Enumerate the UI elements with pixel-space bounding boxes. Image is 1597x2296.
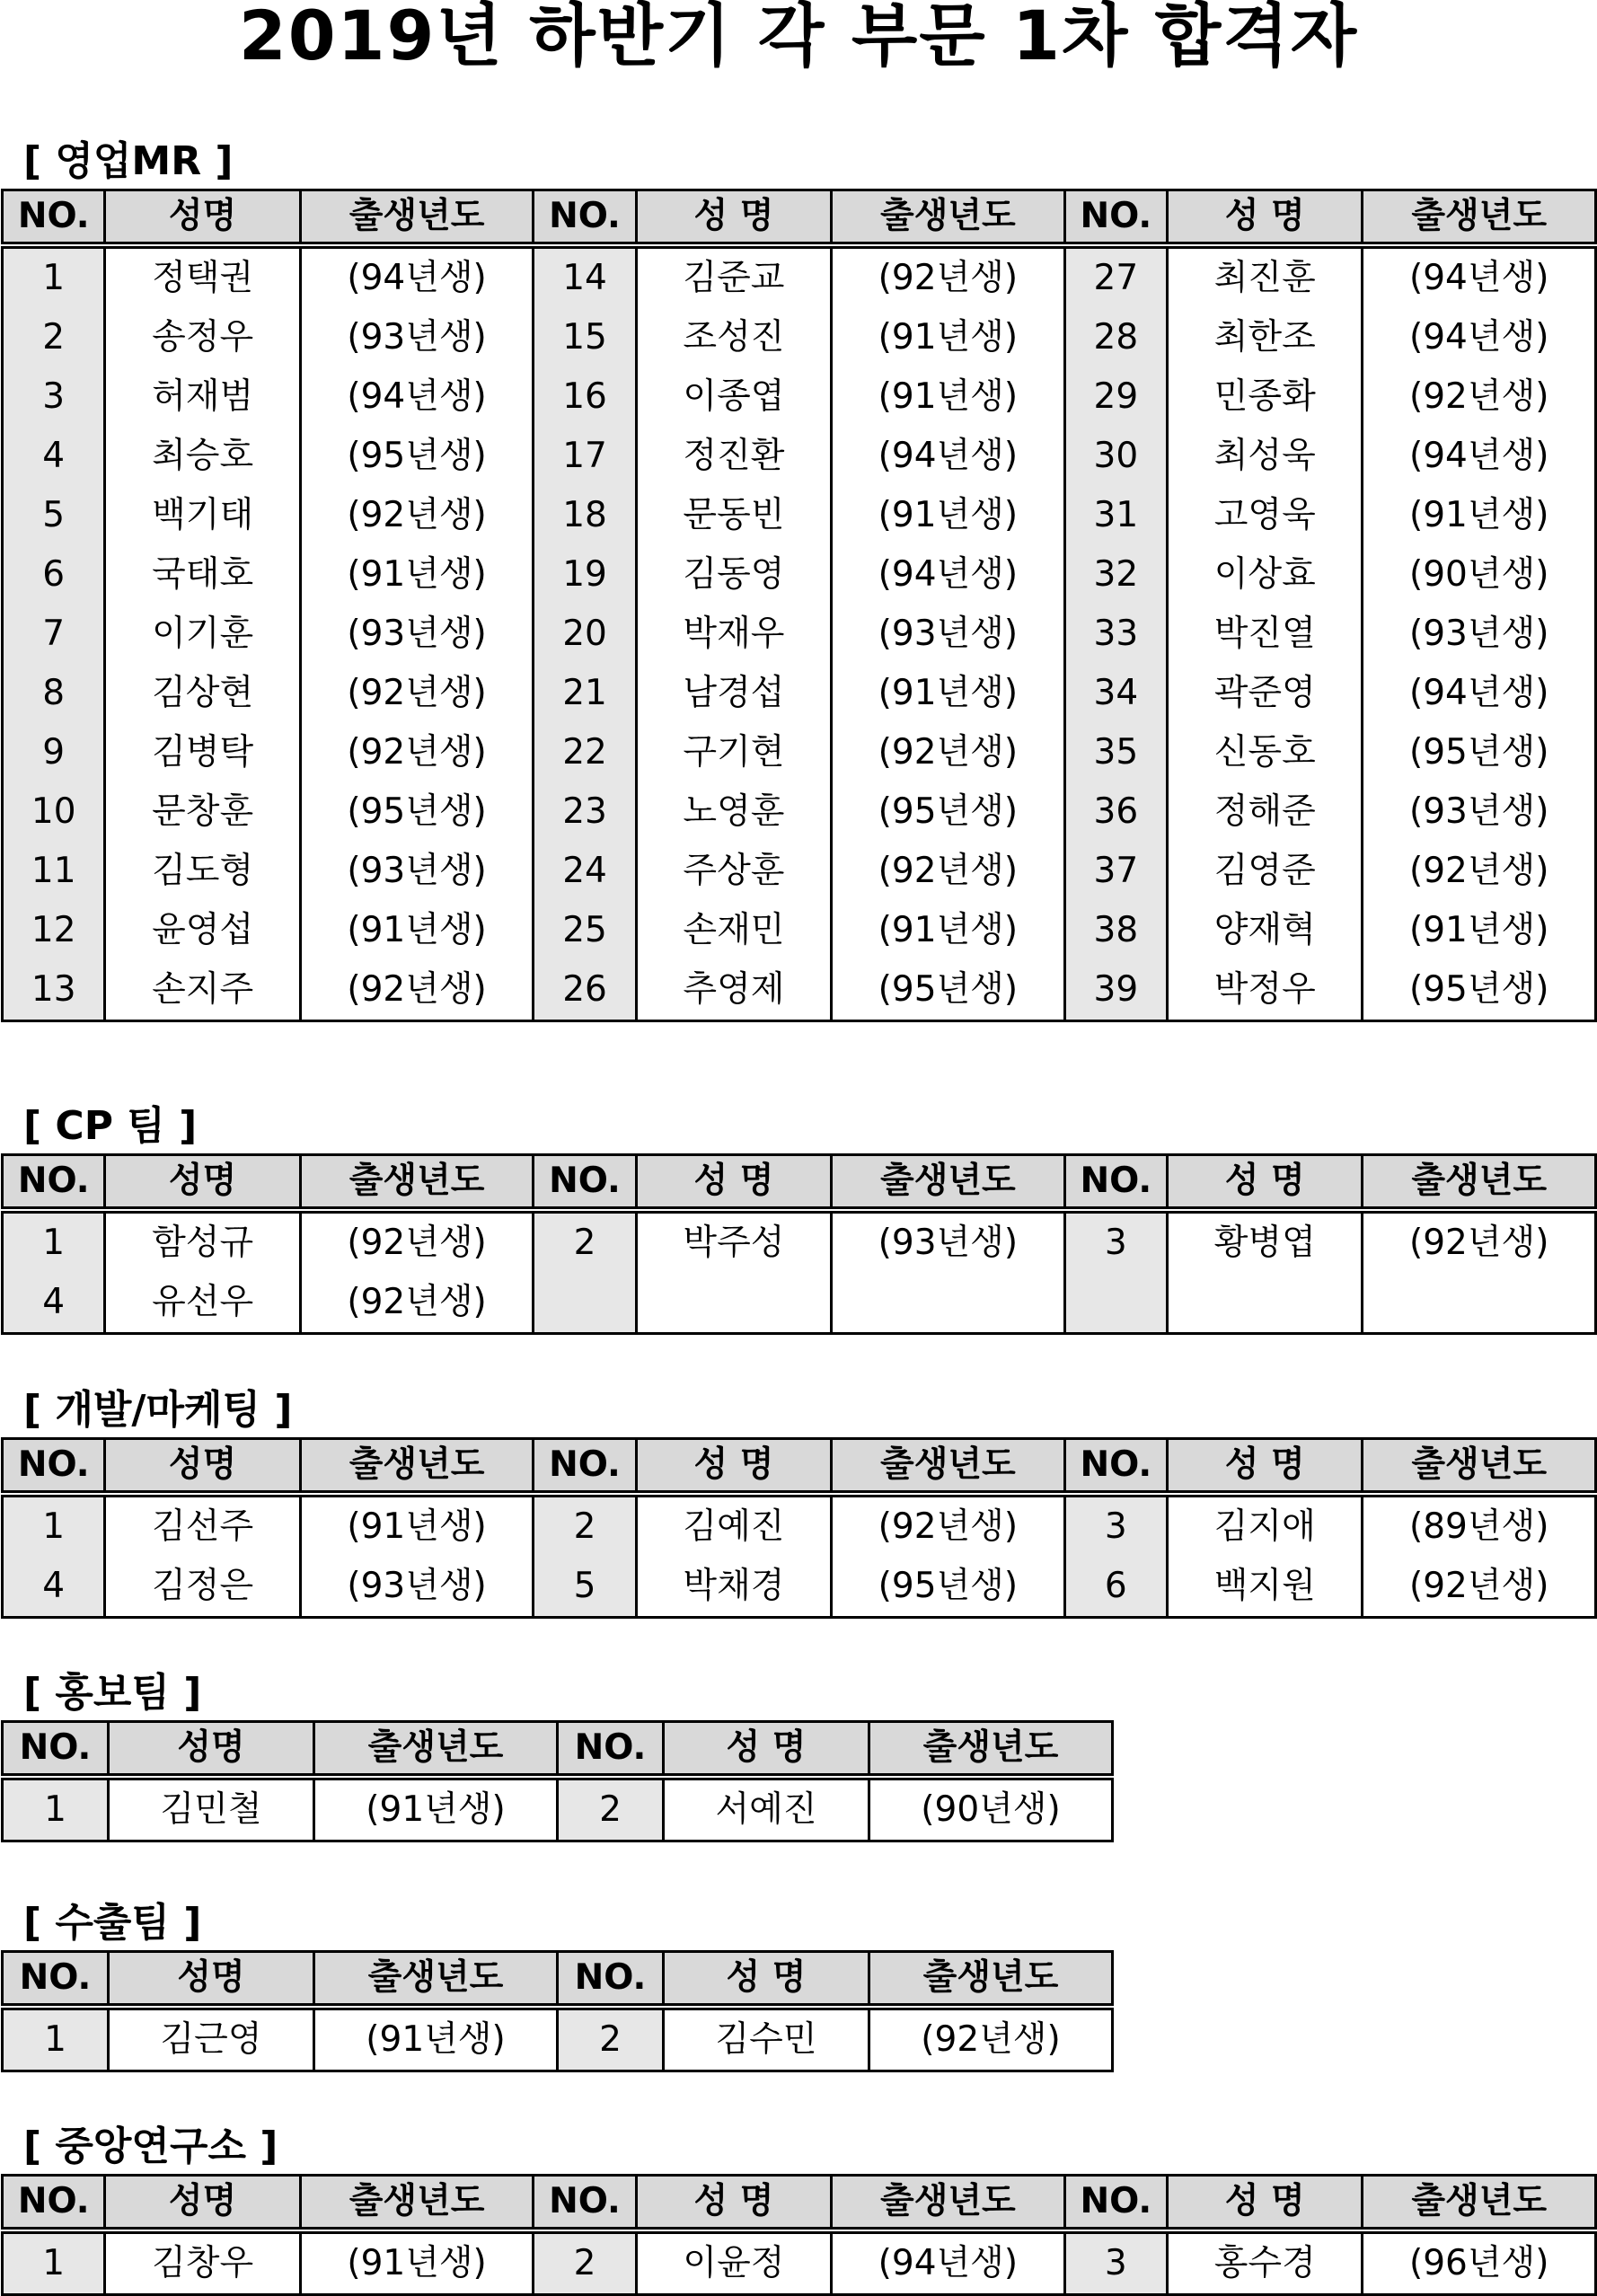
cell-no: 16 — [534, 367, 636, 427]
cell-birth-year — [1363, 1273, 1596, 1334]
cell-name: 김동영 — [636, 545, 831, 605]
cell-no: 32 — [1064, 545, 1167, 605]
header-name: 성 명 — [636, 1155, 831, 1211]
cell-name: 이윤정 — [636, 2230, 831, 2295]
section — [0, 1666, 1114, 1842]
header-birth-year: 출생년도 — [300, 2176, 533, 2231]
cell-name: 구기현 — [636, 723, 831, 782]
header-name: 성 명 — [636, 2176, 831, 2231]
cell-birth-year: (91년생) — [314, 1777, 558, 1841]
cell-birth-year: (93년생) — [300, 308, 533, 367]
cell-no: 5 — [3, 486, 105, 545]
cell-name: 민종화 — [1168, 367, 1363, 427]
header-name: 성 명 — [1168, 1439, 1363, 1495]
table-row — [3, 1210, 1596, 1273]
cell-no: 30 — [1064, 427, 1167, 486]
cell-name: 정해준 — [1168, 782, 1363, 842]
table-row — [3, 1557, 1596, 1618]
cell-no: 2 — [558, 2007, 664, 2071]
header-name: 성명 — [105, 190, 300, 246]
section — [0, 2120, 1597, 2296]
roster-table — [1, 1153, 1597, 1335]
header-name: 성 명 — [636, 1439, 831, 1495]
cell-name: 김도형 — [105, 842, 300, 901]
cell-name: 이기훈 — [105, 605, 300, 664]
cell-name: 황병엽 — [1168, 1210, 1363, 1273]
cell-birth-year: (92년생) — [300, 664, 533, 723]
cell-birth-year: (92년생) — [832, 245, 1064, 308]
cell-birth-year: (95년생) — [300, 427, 533, 486]
cell-name: 문창훈 — [105, 782, 300, 842]
cell-name: 최진훈 — [1168, 245, 1363, 308]
section-label: [ 영업MR ] — [23, 138, 234, 184]
cell-name: 함성규 — [105, 1210, 300, 1273]
table-row — [3, 1494, 1596, 1557]
table-row — [3, 664, 1596, 723]
cell-birth-year: (95년생) — [832, 960, 1064, 1021]
cell-name: 김상현 — [105, 664, 300, 723]
cell-birth-year: (94년생) — [832, 2230, 1064, 2295]
header-no: NO. — [534, 1439, 636, 1495]
cell-no: 34 — [1064, 664, 1167, 723]
section — [0, 1383, 1597, 1619]
table-row — [3, 842, 1596, 901]
cell-no: 2 — [3, 308, 105, 367]
cell-no: 15 — [534, 308, 636, 367]
cell-no: 7 — [3, 605, 105, 664]
cell-no: 14 — [534, 245, 636, 308]
cell-no: 1 — [3, 1494, 105, 1557]
header-no: NO. — [1064, 190, 1167, 246]
cell-no: 3 — [1064, 1210, 1167, 1273]
cell-no: 4 — [3, 427, 105, 486]
header-birth-year: 출생년도 — [832, 1439, 1064, 1495]
header-no: NO. — [3, 190, 105, 246]
header-name: 성명 — [109, 1722, 314, 1778]
header-no: NO. — [3, 1722, 109, 1778]
header-no: NO. — [3, 2176, 105, 2231]
cell-no: 1 — [3, 2007, 109, 2071]
header-birth-year: 출생년도 — [1363, 2176, 1596, 2231]
cell-no: 39 — [1064, 960, 1167, 1021]
cell-name: 김예진 — [636, 1494, 831, 1557]
roster-table — [1, 2174, 1597, 2296]
cell-name: 박진열 — [1168, 605, 1363, 664]
table-row — [3, 308, 1596, 367]
cell-no: 26 — [534, 960, 636, 1021]
section — [0, 1099, 1597, 1335]
cell-birth-year: (95년생) — [1363, 723, 1596, 782]
header-birth-year: 출생년도 — [1363, 190, 1596, 246]
table-row — [3, 723, 1596, 782]
header-no: NO. — [534, 190, 636, 246]
header-name: 성명 — [105, 1439, 300, 1495]
cell-name: 박재우 — [636, 605, 831, 664]
cell-no: 6 — [3, 545, 105, 605]
cell-birth-year: (91년생) — [832, 664, 1064, 723]
header-birth-year: 출생년도 — [300, 190, 533, 246]
cell-birth-year: (95년생) — [300, 782, 533, 842]
header-birth-year: 출생년도 — [1363, 1155, 1596, 1211]
table-row — [3, 2007, 1113, 2071]
section-label: [ 중앙연구소 ] — [23, 2124, 278, 2169]
table-row — [3, 2230, 1596, 2295]
cell-birth-year: (91년생) — [300, 901, 533, 960]
cell-name: 김지애 — [1168, 1494, 1363, 1557]
cell-name: 김근영 — [109, 2007, 314, 2071]
cell-birth-year: (92년생) — [300, 723, 533, 782]
page-title: 2019년 하반기 각 부문 1차 합격자 — [238, 0, 1359, 75]
cell-no: 2 — [534, 1210, 636, 1273]
cell-name: 이종엽 — [636, 367, 831, 427]
cell-name: 국태호 — [105, 545, 300, 605]
cell-birth-year: (93년생) — [832, 1210, 1064, 1273]
cell-birth-year: (92년생) — [300, 960, 533, 1021]
cell-no: 31 — [1064, 486, 1167, 545]
cell-name: 조성진 — [636, 308, 831, 367]
cell-birth-year: (92년생) — [1363, 1557, 1596, 1618]
cell-birth-year: (91년생) — [300, 2230, 533, 2295]
cell-name: 최승호 — [105, 427, 300, 486]
table-row — [3, 605, 1596, 664]
cell-birth-year: (95년생) — [832, 1557, 1064, 1618]
cell-no: 9 — [3, 723, 105, 782]
cell-no: 33 — [1064, 605, 1167, 664]
cell-no: 20 — [534, 605, 636, 664]
cell-birth-year: (93년생) — [300, 842, 533, 901]
cell-name: 정택권 — [105, 245, 300, 308]
cell-name: 정진환 — [636, 427, 831, 486]
header-no: NO. — [1064, 1155, 1167, 1211]
cell-birth-year: (91년생) — [832, 901, 1064, 960]
header-no: NO. — [558, 1722, 664, 1778]
header-birth-year: 출생년도 — [1363, 1439, 1596, 1495]
cell-no: 1 — [3, 1210, 105, 1273]
cell-no: 21 — [534, 664, 636, 723]
cell-no: 13 — [3, 960, 105, 1021]
header-name: 성명 — [105, 1155, 300, 1211]
header-name: 성 명 — [1168, 1155, 1363, 1211]
header-birth-year: 출생년도 — [832, 2176, 1064, 2231]
table-row — [3, 1777, 1113, 1841]
cell-no: 3 — [1064, 1494, 1167, 1557]
cell-birth-year: (94년생) — [1363, 427, 1596, 486]
cell-name: 김정은 — [105, 1557, 300, 1618]
section-label: [ 홍보팀 ] — [23, 1670, 202, 1716]
header-no: NO. — [1064, 2176, 1167, 2231]
header-no: NO. — [558, 1952, 664, 2008]
cell-birth-year: (93년생) — [300, 1557, 533, 1618]
cell-birth-year: (94년생) — [300, 367, 533, 427]
cell-birth-year: (95년생) — [832, 782, 1064, 842]
cell-name: 서예진 — [664, 1777, 869, 1841]
cell-no: 3 — [3, 367, 105, 427]
cell-birth-year: (91년생) — [832, 367, 1064, 427]
cell-name: 백기태 — [105, 486, 300, 545]
cell-no: 19 — [534, 545, 636, 605]
cell-birth-year: (92년생) — [832, 842, 1064, 901]
cell-birth-year: (94년생) — [832, 545, 1064, 605]
cell-birth-year: (92년생) — [1363, 367, 1596, 427]
roster-table — [1, 189, 1597, 1022]
section — [0, 135, 1597, 1022]
cell-no: 11 — [3, 842, 105, 901]
cell-name: 노영훈 — [636, 782, 831, 842]
header-birth-year: 출생년도 — [300, 1155, 533, 1211]
header-birth-year: 출생년도 — [869, 1722, 1113, 1778]
cell-no: 24 — [534, 842, 636, 901]
cell-name: 추영제 — [636, 960, 831, 1021]
cell-name: 윤영섭 — [105, 901, 300, 960]
cell-no: 1 — [3, 245, 105, 308]
cell-birth-year: (92년생) — [300, 486, 533, 545]
cell-name: 남경섭 — [636, 664, 831, 723]
table-row — [3, 782, 1596, 842]
cell-birth-year: (91년생) — [832, 486, 1064, 545]
cell-no: 10 — [3, 782, 105, 842]
table-row — [3, 486, 1596, 545]
cell-no: 6 — [1064, 1557, 1167, 1618]
header-name: 성 명 — [664, 1952, 869, 2008]
cell-birth-year: (92년생) — [300, 1273, 533, 1334]
cell-no: 1 — [3, 2230, 105, 2295]
cell-no: 23 — [534, 782, 636, 842]
header-birth-year: 출생년도 — [832, 1155, 1064, 1211]
cell-no — [1064, 1273, 1167, 1334]
header-name: 성 명 — [1168, 190, 1363, 246]
cell-birth-year: (94년생) — [1363, 308, 1596, 367]
header-no: NO. — [3, 1155, 105, 1211]
header-name: 성 명 — [1168, 2176, 1363, 2231]
cell-name: 홍수경 — [1168, 2230, 1363, 2295]
header-no: NO. — [3, 1439, 105, 1495]
cell-birth-year: (91년생) — [314, 2007, 558, 2071]
cell-no: 25 — [534, 901, 636, 960]
cell-birth-year: (92년생) — [832, 1494, 1064, 1557]
cell-no: 29 — [1064, 367, 1167, 427]
header-no: NO. — [3, 1952, 109, 2008]
cell-name: 문동빈 — [636, 486, 831, 545]
cell-no: 28 — [1064, 308, 1167, 367]
cell-name: 최성욱 — [1168, 427, 1363, 486]
cell-birth-year: (95년생) — [1363, 960, 1596, 1021]
section-label: [ CP 팀 ] — [23, 1103, 198, 1149]
table-row — [3, 960, 1596, 1021]
cell-name: 주상훈 — [636, 842, 831, 901]
cell-no — [534, 1273, 636, 1334]
header-no: NO. — [534, 2176, 636, 2231]
cell-no: 12 — [3, 901, 105, 960]
cell-name: 손재민 — [636, 901, 831, 960]
cell-name: 박주성 — [636, 1210, 831, 1273]
cell-birth-year: (91년생) — [300, 545, 533, 605]
header-name: 성명 — [109, 1952, 314, 2008]
header-name: 성 명 — [636, 190, 831, 246]
cell-birth-year: (93년생) — [832, 605, 1064, 664]
cell-birth-year: (91년생) — [1363, 486, 1596, 545]
cell-no: 35 — [1064, 723, 1167, 782]
cell-no: 2 — [534, 2230, 636, 2295]
cell-birth-year: (90년생) — [869, 1777, 1113, 1841]
table-row — [3, 367, 1596, 427]
cell-name: 유선우 — [105, 1273, 300, 1334]
cell-birth-year: (94년생) — [832, 427, 1064, 486]
cell-no: 2 — [534, 1494, 636, 1557]
cell-name: 손지주 — [105, 960, 300, 1021]
cell-name: 곽준영 — [1168, 664, 1363, 723]
header-no: NO. — [534, 1155, 636, 1211]
cell-name: 최한조 — [1168, 308, 1363, 367]
cell-birth-year: (89년생) — [1363, 1494, 1596, 1557]
cell-birth-year: (92년생) — [1363, 842, 1596, 901]
cell-name: 김수민 — [664, 2007, 869, 2071]
header-name: 성명 — [105, 2176, 300, 2231]
section-label: [ 수출팀 ] — [23, 1900, 202, 1946]
section-label: [ 개발/마케팅 ] — [23, 1387, 293, 1433]
cell-no: 4 — [3, 1557, 105, 1618]
cell-birth-year: (90년생) — [1363, 545, 1596, 605]
cell-name — [1168, 1273, 1363, 1334]
cell-name: 박정우 — [1168, 960, 1363, 1021]
cell-name: 신동호 — [1168, 723, 1363, 782]
cell-name: 김준교 — [636, 245, 831, 308]
header-birth-year: 출생년도 — [300, 1439, 533, 1495]
cell-name: 김창우 — [105, 2230, 300, 2295]
cell-birth-year: (92년생) — [1363, 1210, 1596, 1273]
cell-no: 37 — [1064, 842, 1167, 901]
cell-no: 22 — [534, 723, 636, 782]
table-row — [3, 245, 1596, 308]
cell-no: 1 — [3, 1777, 109, 1841]
roster-table — [1, 1950, 1114, 2072]
cell-name: 김민철 — [109, 1777, 314, 1841]
cell-name: 김병탁 — [105, 723, 300, 782]
cell-birth-year: (93년생) — [300, 605, 533, 664]
cell-no: 36 — [1064, 782, 1167, 842]
cell-birth-year: (93년생) — [1363, 782, 1596, 842]
cell-birth-year: (91년생) — [1363, 901, 1596, 960]
cell-birth-year: (91년생) — [300, 1494, 533, 1557]
cell-no: 8 — [3, 664, 105, 723]
cell-birth-year: (92년생) — [869, 2007, 1113, 2071]
cell-birth-year — [832, 1273, 1064, 1334]
header-birth-year: 출생년도 — [314, 1722, 558, 1778]
header-birth-year: 출생년도 — [832, 190, 1064, 246]
cell-name: 양재혁 — [1168, 901, 1363, 960]
cell-name: 김선주 — [105, 1494, 300, 1557]
cell-birth-year: (94년생) — [300, 245, 533, 308]
table-row — [3, 545, 1596, 605]
roster-table — [1, 1720, 1114, 1842]
cell-no: 3 — [1064, 2230, 1167, 2295]
cell-birth-year: (94년생) — [1363, 245, 1596, 308]
cell-no: 17 — [534, 427, 636, 486]
cell-name — [636, 1273, 831, 1334]
cell-birth-year: (91년생) — [832, 308, 1064, 367]
cell-name: 박채경 — [636, 1557, 831, 1618]
cell-no: 5 — [534, 1557, 636, 1618]
cell-name: 백지원 — [1168, 1557, 1363, 1618]
section — [0, 1896, 1114, 2072]
cell-name: 허재범 — [105, 367, 300, 427]
cell-birth-year: (92년생) — [832, 723, 1064, 782]
cell-birth-year: (92년생) — [300, 1210, 533, 1273]
cell-no: 27 — [1064, 245, 1167, 308]
cell-no: 4 — [3, 1273, 105, 1334]
header-birth-year: 출생년도 — [869, 1952, 1113, 2008]
cell-name: 고영욱 — [1168, 486, 1363, 545]
header-birth-year: 출생년도 — [314, 1952, 558, 2008]
cell-no: 2 — [558, 1777, 664, 1841]
cell-name: 송정우 — [105, 308, 300, 367]
table-row — [3, 901, 1596, 960]
cell-birth-year: (94년생) — [1363, 664, 1596, 723]
table-row — [3, 427, 1596, 486]
cell-birth-year: (96년생) — [1363, 2230, 1596, 2295]
header-no: NO. — [1064, 1439, 1167, 1495]
header-name: 성 명 — [664, 1722, 869, 1778]
cell-birth-year: (93년생) — [1363, 605, 1596, 664]
roster-table — [1, 1437, 1597, 1619]
cell-name: 김영준 — [1168, 842, 1363, 901]
table-row — [3, 1273, 1596, 1334]
cell-name: 이상효 — [1168, 545, 1363, 605]
cell-no: 18 — [534, 486, 636, 545]
cell-no: 38 — [1064, 901, 1167, 960]
